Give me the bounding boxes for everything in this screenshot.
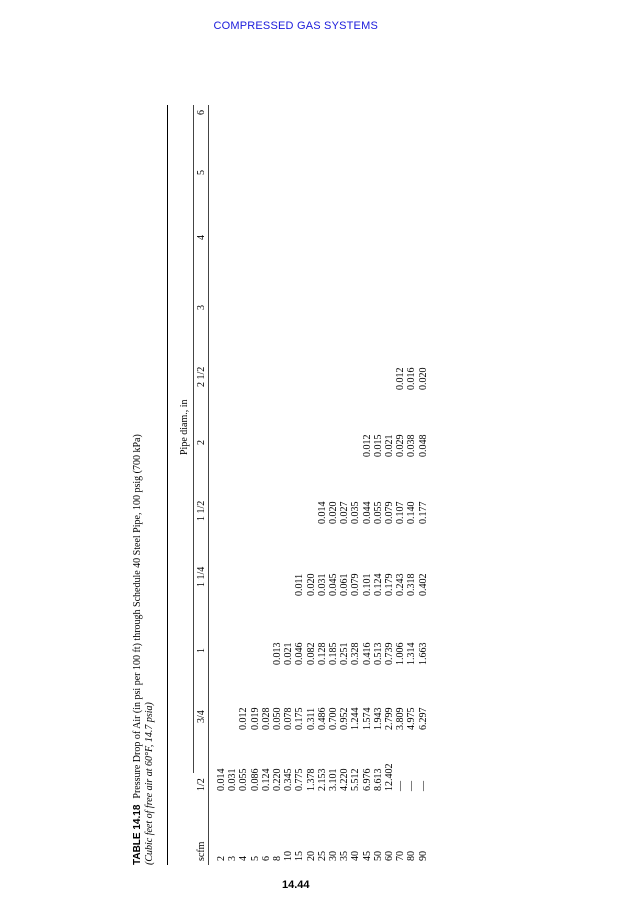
- column-one-quarter: 0.011 0.020 0.031 0.045 0.061 0.079 0.101 0.124 0.179 0.243 0.318 0.402: [294, 573, 429, 596]
- table-top-rule: [167, 105, 168, 865]
- pipe-diameter-spanner: Pipe diam., in: [179, 399, 190, 455]
- page-number: 14.44: [282, 879, 310, 891]
- header-two-half: 2 1/2: [196, 366, 207, 387]
- column-one-half: 0.014 0.020 0.027 0.035 0.044 0.055 0.079 0.107 0.140 0.177: [316, 501, 429, 524]
- column-scfm: 2 3 4 5 6 8 10 15 20 25 30 35 40 45 50 60 70 80 90: [216, 851, 429, 861]
- header-five: 5: [196, 170, 207, 175]
- column-two-half: 0.012 0.016 0.020: [395, 367, 429, 390]
- table-note: (Cubic feet of free air at 60°F, 14.7 psia): [144, 702, 155, 865]
- table-caption: [132, 434, 156, 865]
- header-bottom-rule: [208, 105, 209, 865]
- column-two: 0.012 0.015 0.021 0.029 0.038 0.048: [361, 434, 429, 457]
- column-half: 0.014 0.031 0.055 0.086 0.124 0.220 0.345 0.775 1.378 2.153 3.101 4.220 5.512 6.976 8.613 12.402 — — —: [216, 763, 429, 791]
- header-three-quarter: 3/4: [196, 710, 207, 723]
- running-head: COMPRESSED GAS SYSTEMS: [213, 20, 378, 32]
- table-title: Pressure Drop of Air (in psi per 100 ft) through Schedule 40 Steel Pipe, 100 psig (700 kPa): [132, 434, 143, 799]
- column-one: 0.013 0.021 0.046 0.082 0.128 0.185 0.251 0.328 0.416 0.513 0.739 1.006 1.314 1.663: [272, 642, 429, 665]
- header-two: 2: [196, 440, 207, 445]
- header-three: 3: [196, 305, 207, 310]
- spanner-rule: [193, 105, 194, 773]
- table-number: TABLE 14.18: [132, 804, 143, 865]
- header-half: 1/2: [196, 778, 207, 791]
- header-scfm: scfm: [196, 841, 207, 861]
- header-six: 6: [196, 110, 207, 115]
- header-one-half: 1 1/2: [196, 500, 207, 521]
- header-four: 4: [196, 235, 207, 240]
- header-one-quarter: 1 1/4: [196, 566, 207, 587]
- header-one: 1: [196, 648, 207, 653]
- rotated-table: [130, 105, 600, 865]
- column-three-quarter: 0.012 0.019 0.028 0.050 0.078 0.175 0.311 0.486 0.700 0.952 1.244 1.574 1.943 2.799 3.809 4.975 6.297: [238, 707, 429, 730]
